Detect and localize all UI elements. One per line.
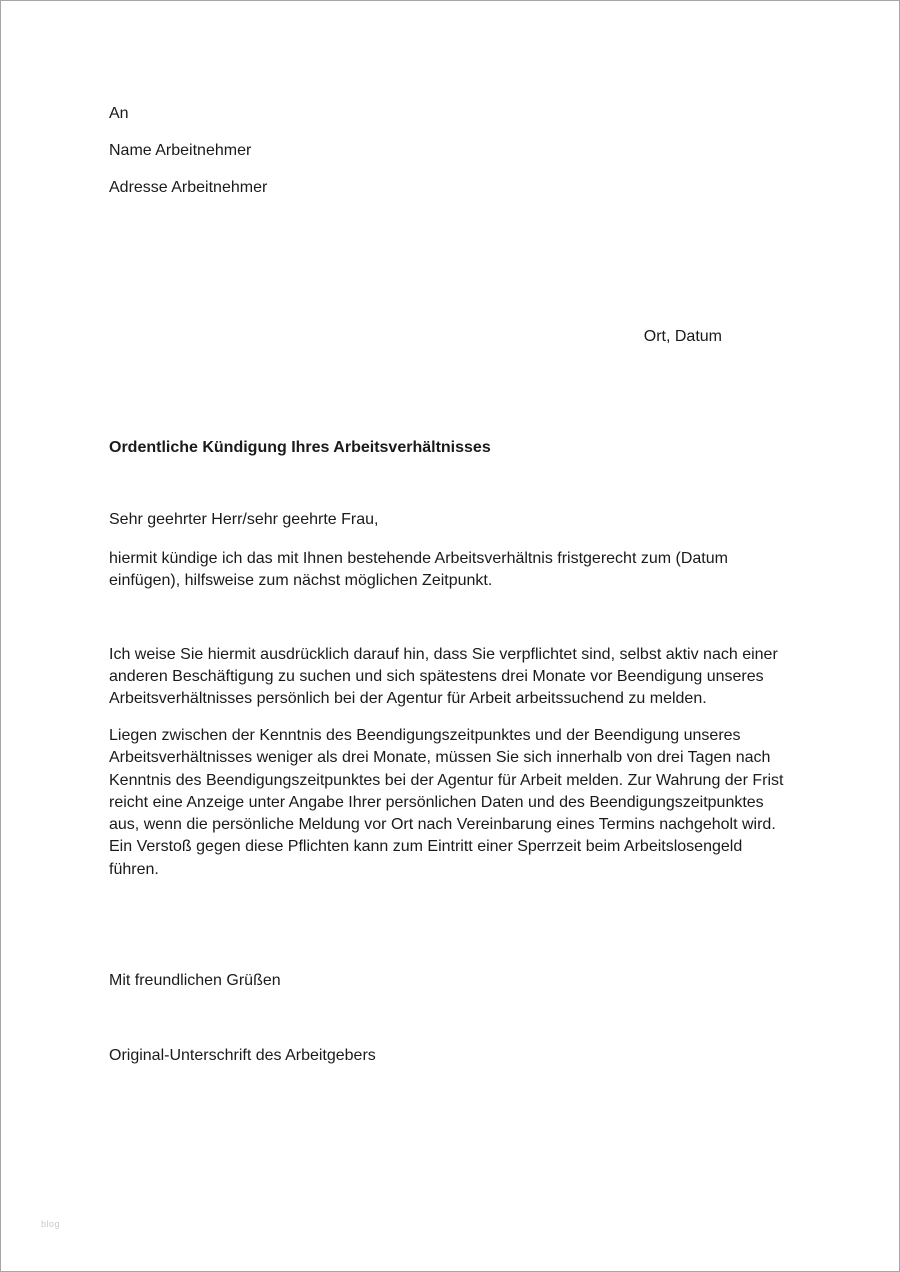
salutation: Sehr geehrter Herr/sehr geehrte Frau, xyxy=(109,511,379,528)
paragraph-termination: hiermit kündige ich das mit Ihnen bestehende Arbeitsverhältnis fristgerecht zum (Datum einfügen), hilfsweise zum nächst möglichen Zeitpunkt. xyxy=(109,550,728,589)
paragraph-obligation-notice: Ich weise Sie hiermit ausdrücklich darauf hin, dass Sie verpflichtet sind, selbst aktiv nach einer anderen Beschäftigung zu suchen und sich spätestens drei Monate vor Beendigung unseres Arbeitsverhältnisses persönlich bei der Agentur für Arbeit arbeitssuchend zu melden. xyxy=(109,646,778,707)
subject-line: Ordentliche Kündigung Ihres Arbeitsverhältnisses xyxy=(109,439,491,456)
closing-phrase: Mit freundlichen Grüßen xyxy=(109,972,281,990)
recipient-block xyxy=(109,103,787,199)
recipient-address: Adresse Arbeitnehmer xyxy=(109,179,268,196)
place-and-date: Ort, Datum xyxy=(643,328,722,345)
signature-line: Original-Unterschrift des Arbeitgebers xyxy=(109,1047,376,1065)
letter-body xyxy=(1,1,899,1067)
recipient-prefix: An xyxy=(109,105,129,122)
watermark-text: blog xyxy=(41,1219,61,1229)
paragraph-deadline-notice: Liegen zwischen der Kenntnis des Beendigungszeitpunktes und der Beendigung unseres Arbeitsverhältnisses weniger als drei Monate, müssen Sie sich innerhalb von drei Tagen nach Kenntnis des Beendigungszeitpunktes bei der Agentur für Arbeit melden. Zur Wahrung der Frist reicht eine Anzeige unter Angabe Ihrer persönlichen Daten und des Beendigungszeitpunktes aus, wenn die persönliche Meldung vor Ort nach Vereinbarung eines Termins nachgeholt wird. Ein Verstoß gegen diese Pflichten kann zum Eintritt einer Sperrzeit beim Arbeitslosengeld führen. xyxy=(109,727,784,878)
recipient-name: Name Arbeitnehmer xyxy=(109,142,252,159)
